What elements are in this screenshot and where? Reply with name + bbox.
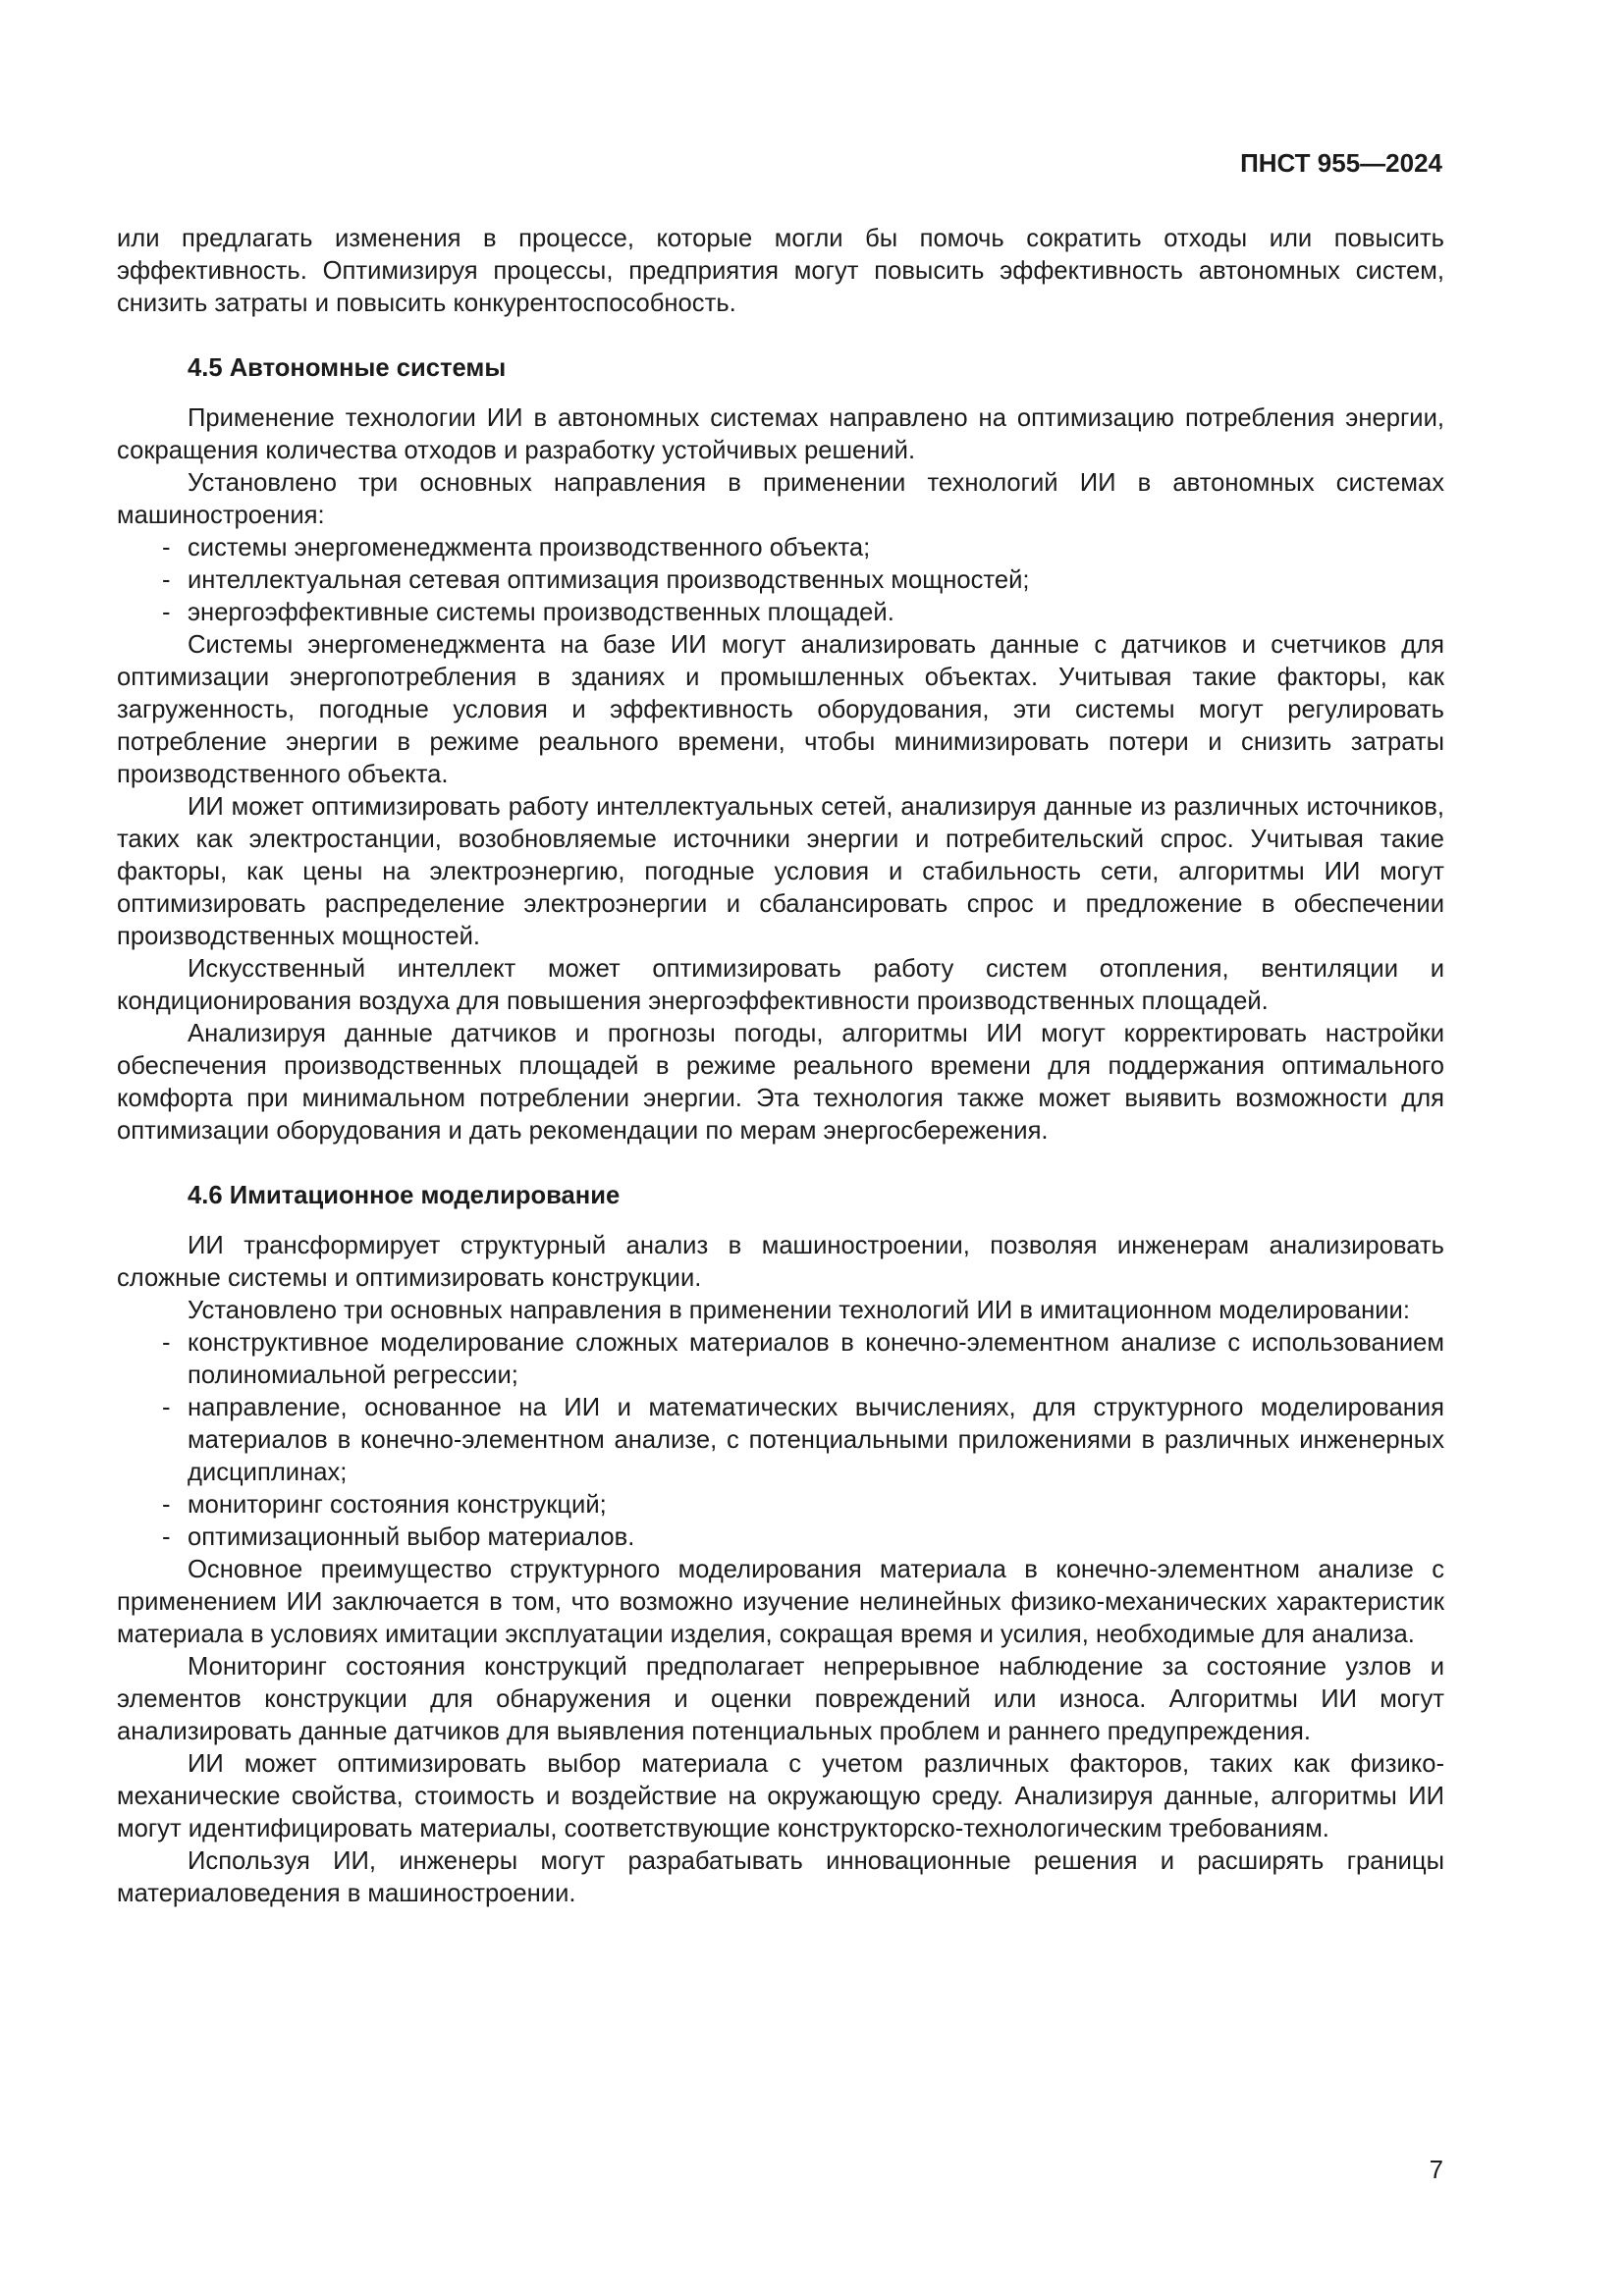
paragraph: Применение технологии ИИ в автономных системах направлено на оптимизацию потребления энергии, сокращения количества отходов и разработку устойчивых решений. [117,404,1444,464]
paragraph: Анализируя данные датчиков и прогнозы погоды, алгоритмы ИИ могут корректировать настройки обеспечения производственных площадей в режиме реального времени для поддержания оптимального комфорта при минимальном потреблении энергии. Эта технология также может выявить возможности для оптимизации оборудования и дать рекомендации по мерам энергосбережения. [117,1020,1444,1145]
document-code: ПНСТ 955—2024 [1240,148,1442,178]
paragraph: Установлено три основных направления в применении технологий ИИ в автономных системах машиностроения: [117,469,1444,529]
section-heading-4-6: 4.6 Имитационное моделирование [188,1182,621,1209]
paragraph: ИИ может оптимизировать выбор материала с учетом различных факторов, таких как физико-механические свойства, стоимость и воздействие на окружающую среду. Анализируя данные, алгоритмы ИИ могут идентифицировать материалы, соответствующие конструкторско-технологическим требованиям. [117,1750,1444,1842]
page-number: 7 [1429,2157,1443,2184]
list-item: - системы энергоменеджмента производственного объекта; [162,534,871,561]
paragraph: Системы энергоменеджмента на базе ИИ могут анализировать данные с датчиков и счетчиков для оптимизации энергопотребления в зданиях и промышленных объектах. Учитывая такие факторы, как загруженность, погодные условия и эффективность оборудования, эти системы могут регулировать потребление энергии в режиме реального времени, чтобы минимизировать потери и снизить затраты производственного объекта. [117,631,1444,788]
intro-paragraph: или предлагать изменения в процессе, которые могли бы помочь сократить отходы или повысить эффективность. Оптимизируя процессы, предприятия могут повысить эффективность автономных систем, снизить затраты и повысить конкурентоспособность. [117,225,1444,317]
list-item: - конструктивное моделирование сложных материалов в конечно-элементном анализе с использованием полиномиальной регрессии; [162,1329,1444,1389]
paragraph: Используя ИИ, инженеры могут разрабатывать инновационные решения и расширять границы материаловедения в машиностроении. [117,1847,1444,1907]
list-item: - интеллектуальная сетевая оптимизация производственных мощностей; [162,566,1030,594]
paragraph: ИИ может оптимизировать работу интеллектуальных сетей, анализируя данные из различных источников, таких как электростанции, возобновляемые источники энергии и потребительский спрос. Учитывая такие факторы, как цены на электроэнергию, погодные условия и стабильность сети, алгоритмы ИИ могут оптимизировать распределение электроэнергии и сбалансировать спрос и предложение в обеспечении производственных мощностей. [117,793,1444,950]
paragraph: Искусственный интеллект может оптимизировать работу систем отопления, вентиляции и кондиционирования воздуха для повышения энергоэффективности производственных площадей. [117,955,1444,1015]
list-item: - мониторинг состояния конструкций; [162,1491,607,1519]
bullet-list [117,1327,1444,1554]
bullet-list [117,532,1444,629]
list-item: - оптимизационный выбор материалов. [162,1523,635,1551]
list-item: - энергоэффективные системы производственных площадей. [162,599,894,626]
paragraph: Основное преимущество структурного моделирования материала в конечно-элементном анализе с применением ИИ заключается в том, что возможно изучение нелинейных физико-механических характеристик материала в условиях имитации эксплуатации изделия, сокращая время и усилия, необходимые для анализа. [117,1556,1444,1648]
paragraph: Мониторинг состояния конструкций предполагает непрерывное наблюдение за состояние узлов и элементов конструкции для обнаружения и оценки повреждений или износа. Алгоритмы ИИ могут анализировать данные датчиков для выявления потенциальных проблем и раннего предупреждения. [117,1653,1444,1745]
paragraph: ИИ трансформирует структурный анализ в машиностроении, позволяя инженерам анализировать сложные системы и оптимизировать конструкции. [117,1232,1444,1292]
page-body [117,223,1444,1910]
list-item: - направление, основанное на ИИ и математических вычислениях, для структурного моделирования материалов в конечно-элементном анализе, с потенциальными приложениями в различных инженерных дисциплинах; [162,1394,1444,1486]
section-heading-4-5: 4.5 Автономные системы [188,354,507,382]
paragraph: Установлено три основных направления в применении технологий ИИ в имитационном моделировании: [188,1297,1410,1324]
